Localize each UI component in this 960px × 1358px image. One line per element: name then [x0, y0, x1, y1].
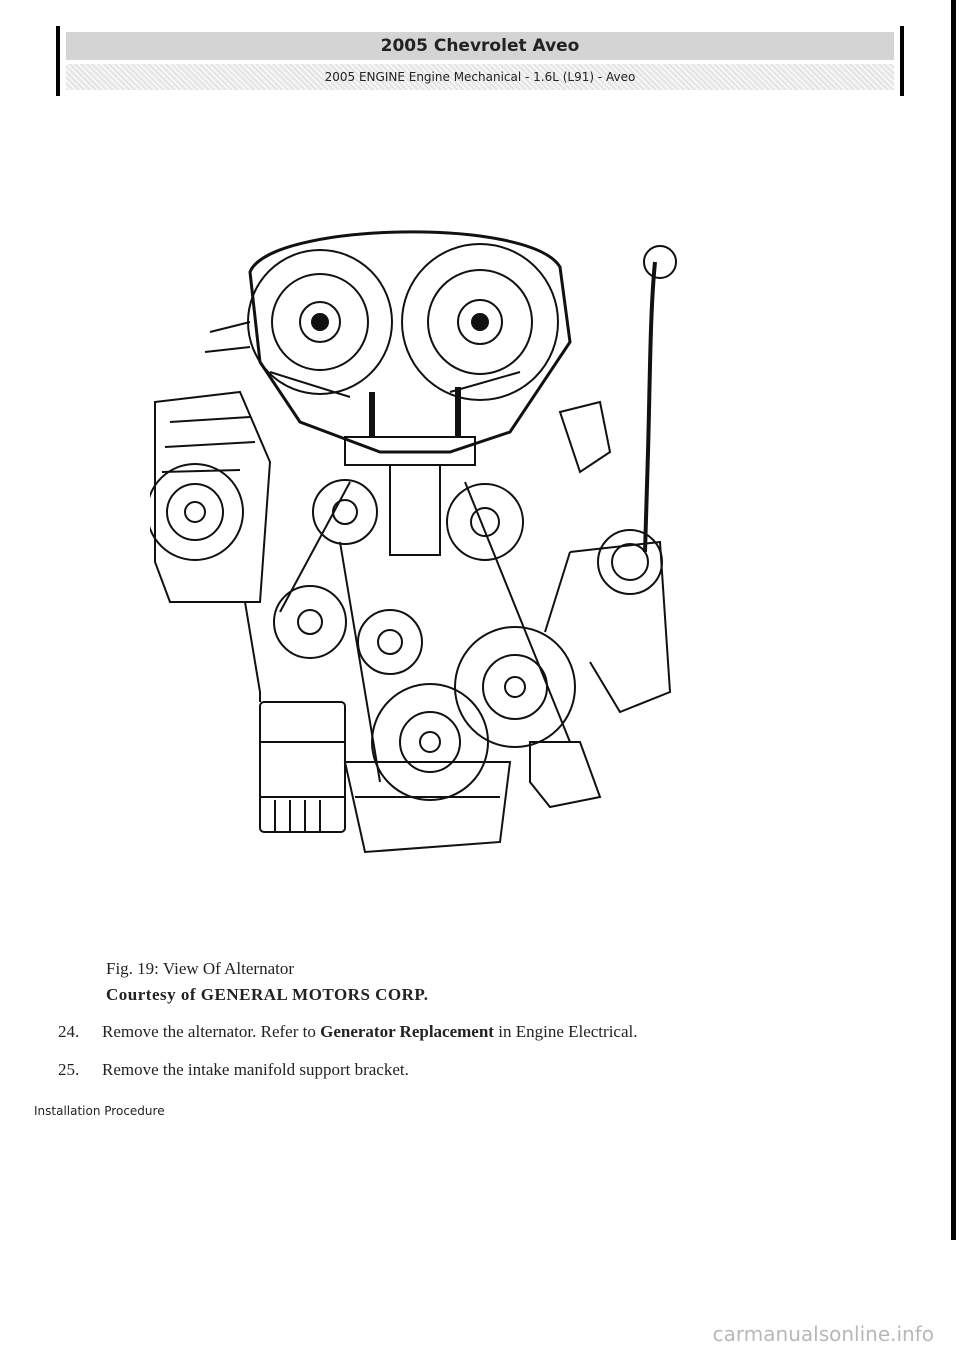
step-text-part: Remove the alternator. Refer to: [102, 1022, 321, 1041]
step-text: Remove the intake manifold support bracket.: [102, 1060, 409, 1079]
header-right-bar: [900, 26, 904, 96]
step-number: 25.: [58, 1060, 80, 1079]
page-header: [56, 26, 904, 96]
header-title: 2005 Chevrolet Aveo: [66, 32, 894, 60]
step-number: 24.: [58, 1022, 80, 1041]
step-text-part: in Engine Electrical.: [493, 1022, 638, 1041]
figure-caption: Fig. 19: View Of Alternator: [106, 959, 295, 978]
procedure-steps: [58, 1022, 858, 1098]
step-item: [58, 1022, 858, 1060]
figure-credit: Courtesy of GENERAL MOTORS CORP.: [106, 985, 429, 1004]
engine-line-art: [150, 222, 680, 862]
header-left-bar: [56, 26, 60, 96]
step-item: [58, 1060, 858, 1098]
header-subtitle: 2005 ENGINE Engine Mechanical - 1.6L (L91) - Aveo: [66, 64, 894, 90]
page-right-border: [951, 0, 956, 1240]
watermark: carmanualsonline.info: [712, 1322, 934, 1346]
engine-diagram: [150, 222, 680, 862]
step-text: [102, 1022, 637, 1042]
section-heading: Installation Procedure: [34, 1104, 165, 1118]
generator-replacement-link[interactable]: Generator Replacement: [320, 1022, 494, 1041]
figure-caption-block: [106, 956, 429, 1008]
